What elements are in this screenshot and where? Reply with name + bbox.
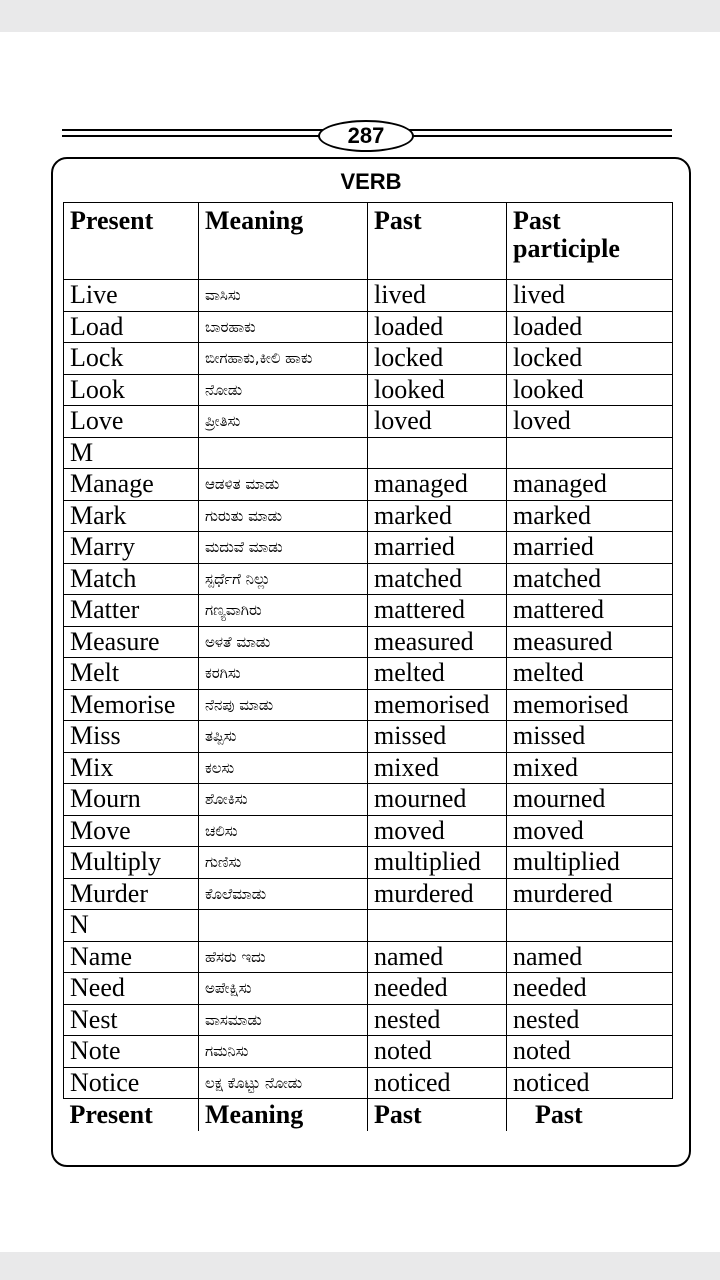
cell-meaning: ಗಮನಿಸು — [199, 1036, 368, 1068]
cell-past: mattered — [368, 595, 507, 627]
cell-meaning: ತಪ್ಪಿಸು — [199, 721, 368, 753]
cell-meaning: ಸ್ಪರ್ಧೆಗೆ ನಿಲ್ಲು — [199, 563, 368, 595]
cell-past-participle — [507, 910, 673, 942]
cell-past-participle: managed — [507, 469, 673, 501]
cell-past: matched — [368, 563, 507, 595]
table-row — [64, 721, 673, 753]
cell-meaning — [199, 910, 368, 942]
cell-past-participle: memorised — [507, 689, 673, 721]
table-row — [64, 1004, 673, 1036]
table-row — [64, 626, 673, 658]
cell-past-participle: locked — [507, 343, 673, 375]
cell-past: loaded — [368, 311, 507, 343]
cell-present: Marry — [64, 532, 199, 564]
cell-past-participle: murdered — [507, 878, 673, 910]
cell-past: named — [368, 941, 507, 973]
cell-present: Miss — [64, 721, 199, 753]
footer-present: Present — [64, 1099, 199, 1132]
table-row — [64, 847, 673, 879]
cell-present: Matter — [64, 595, 199, 627]
cell-meaning: ವಾಸಿಸು — [199, 280, 368, 312]
cell-present: Load — [64, 311, 199, 343]
cell-past-participle: measured — [507, 626, 673, 658]
section-title: VERB — [340, 169, 402, 194]
cell-past-participle: noticed — [507, 1067, 673, 1099]
footer-past: Past — [368, 1099, 507, 1132]
cell-meaning: ಬೀಗಹಾಕು,ಕೀಲಿ ಹಾಕು — [199, 343, 368, 375]
table-row — [64, 595, 673, 627]
cell-meaning: ಚಲಿಸು — [199, 815, 368, 847]
table-row — [64, 973, 673, 1005]
cell-present: Love — [64, 406, 199, 438]
table-row — [64, 280, 673, 312]
cell-past-participle: missed — [507, 721, 673, 753]
cell-present: Lock — [64, 343, 199, 375]
cell-meaning: ಕರಗಿಸು — [199, 658, 368, 690]
table-row — [64, 1067, 673, 1099]
cell-present: Mourn — [64, 784, 199, 816]
cell-past-participle: nested — [507, 1004, 673, 1036]
cell-past: married — [368, 532, 507, 564]
table-row — [64, 878, 673, 910]
cell-meaning: ಕೊಲೆಮಾಡು — [199, 878, 368, 910]
cell-past: loved — [368, 406, 507, 438]
table-row — [64, 752, 673, 784]
cell-past-participle: mixed — [507, 752, 673, 784]
footer-past-participle: Past — [507, 1099, 673, 1132]
table-footer-row — [64, 1099, 673, 1132]
header-present: Present — [64, 203, 199, 280]
cell-present: Mark — [64, 500, 199, 532]
cell-past: missed — [368, 721, 507, 753]
cell-present: N — [64, 910, 199, 942]
header-meaning: Meaning — [199, 203, 368, 280]
cell-past: moved — [368, 815, 507, 847]
cell-present: Murder — [64, 878, 199, 910]
cell-past-participle: named — [507, 941, 673, 973]
cell-past-participle: mourned — [507, 784, 673, 816]
cell-past: memorised — [368, 689, 507, 721]
table-row — [64, 437, 673, 469]
table-header-row — [64, 203, 673, 280]
cell-present: Memorise — [64, 689, 199, 721]
cell-past-participle: mattered — [507, 595, 673, 627]
cell-meaning: ಆಡಳಿತ ಮಾಡು — [199, 469, 368, 501]
verb-table — [63, 202, 673, 1131]
cell-meaning: ಅಳತೆ ಮಾಡು — [199, 626, 368, 658]
table-row — [64, 784, 673, 816]
cell-present: Move — [64, 815, 199, 847]
cell-past-participle: looked — [507, 374, 673, 406]
table-row — [64, 343, 673, 375]
cell-meaning: ಲಕ್ಷ ಕೊಟ್ಟು ನೋಡು — [199, 1067, 368, 1099]
cell-present: Melt — [64, 658, 199, 690]
cell-past: noticed — [368, 1067, 507, 1099]
cell-meaning: ಗುಣಿಸು — [199, 847, 368, 879]
table-row — [64, 689, 673, 721]
cell-meaning: ಪ್ರೀತಿಸು — [199, 406, 368, 438]
table-row — [64, 406, 673, 438]
table-row — [64, 563, 673, 595]
cell-past: noted — [368, 1036, 507, 1068]
cell-meaning: ಅಪೇಕ್ಷಿಸು — [199, 973, 368, 1005]
cell-meaning: ನೋಡು — [199, 374, 368, 406]
cell-meaning: ಗುರುತು ಮಾಡು — [199, 500, 368, 532]
cell-past: mixed — [368, 752, 507, 784]
table-row — [64, 532, 673, 564]
cell-present: Name — [64, 941, 199, 973]
header-pp-line2: participle — [513, 234, 620, 263]
header-past-participle — [507, 203, 673, 280]
table-row — [64, 910, 673, 942]
cell-past-participle: needed — [507, 973, 673, 1005]
cell-past: mourned — [368, 784, 507, 816]
cell-meaning: ಬಾರಹಾಕು — [199, 311, 368, 343]
cell-past: murdered — [368, 878, 507, 910]
cell-past: measured — [368, 626, 507, 658]
cell-past-participle: marked — [507, 500, 673, 532]
cell-past-participle: noted — [507, 1036, 673, 1068]
table-row — [64, 1036, 673, 1068]
table-row — [64, 374, 673, 406]
cell-past: multiplied — [368, 847, 507, 879]
cell-past — [368, 437, 507, 469]
cell-past: lived — [368, 280, 507, 312]
cell-present: Measure — [64, 626, 199, 658]
cell-past-participle: melted — [507, 658, 673, 690]
cell-past-participle — [507, 437, 673, 469]
cell-past-participle: married — [507, 532, 673, 564]
table-row — [64, 311, 673, 343]
cell-present: Live — [64, 280, 199, 312]
cell-meaning: ಕಲಸು — [199, 752, 368, 784]
cell-past: marked — [368, 500, 507, 532]
table-row — [64, 658, 673, 690]
cell-past-participle: loaded — [507, 311, 673, 343]
cell-meaning: ಗಣ್ಯವಾಗಿರು — [199, 595, 368, 627]
cell-past: looked — [368, 374, 507, 406]
cell-past: melted — [368, 658, 507, 690]
cell-past — [368, 910, 507, 942]
cell-past-participle: lived — [507, 280, 673, 312]
cell-past-participle: matched — [507, 563, 673, 595]
cell-past: needed — [368, 973, 507, 1005]
cell-past: locked — [368, 343, 507, 375]
top-bar — [0, 0, 720, 32]
cell-present: Manage — [64, 469, 199, 501]
cell-present: Match — [64, 563, 199, 595]
cell-present: Need — [64, 973, 199, 1005]
table-row — [64, 815, 673, 847]
cell-meaning: ಮದುವೆ ಮಾಡು — [199, 532, 368, 564]
cell-present: Nest — [64, 1004, 199, 1036]
cell-meaning: ನೆನಪು ಮಾಡು — [199, 689, 368, 721]
cell-meaning: ಹೆಸರು ಇದು — [199, 941, 368, 973]
cell-past: nested — [368, 1004, 507, 1036]
cell-past-participle: moved — [507, 815, 673, 847]
cell-meaning — [199, 437, 368, 469]
header-past: Past — [368, 203, 507, 280]
header-pp-line1: Past — [513, 206, 561, 235]
cell-present: Mix — [64, 752, 199, 784]
table-row — [64, 469, 673, 501]
cell-meaning: ಶೋಕಿಸು — [199, 784, 368, 816]
table-row — [64, 941, 673, 973]
cell-present: Notice — [64, 1067, 199, 1099]
verb-table-frame — [51, 157, 691, 1167]
footer-meaning: Meaning — [199, 1099, 368, 1132]
cell-present: Look — [64, 374, 199, 406]
cell-present: Note — [64, 1036, 199, 1068]
cell-meaning: ವಾಸಮಾಡು — [199, 1004, 368, 1036]
cell-present: M — [64, 437, 199, 469]
cell-present: Multiply — [64, 847, 199, 879]
table-row — [64, 500, 673, 532]
cell-past: managed — [368, 469, 507, 501]
page-number: 287 — [318, 120, 414, 152]
cell-past-participle: multiplied — [507, 847, 673, 879]
cell-past-participle: loved — [507, 406, 673, 438]
